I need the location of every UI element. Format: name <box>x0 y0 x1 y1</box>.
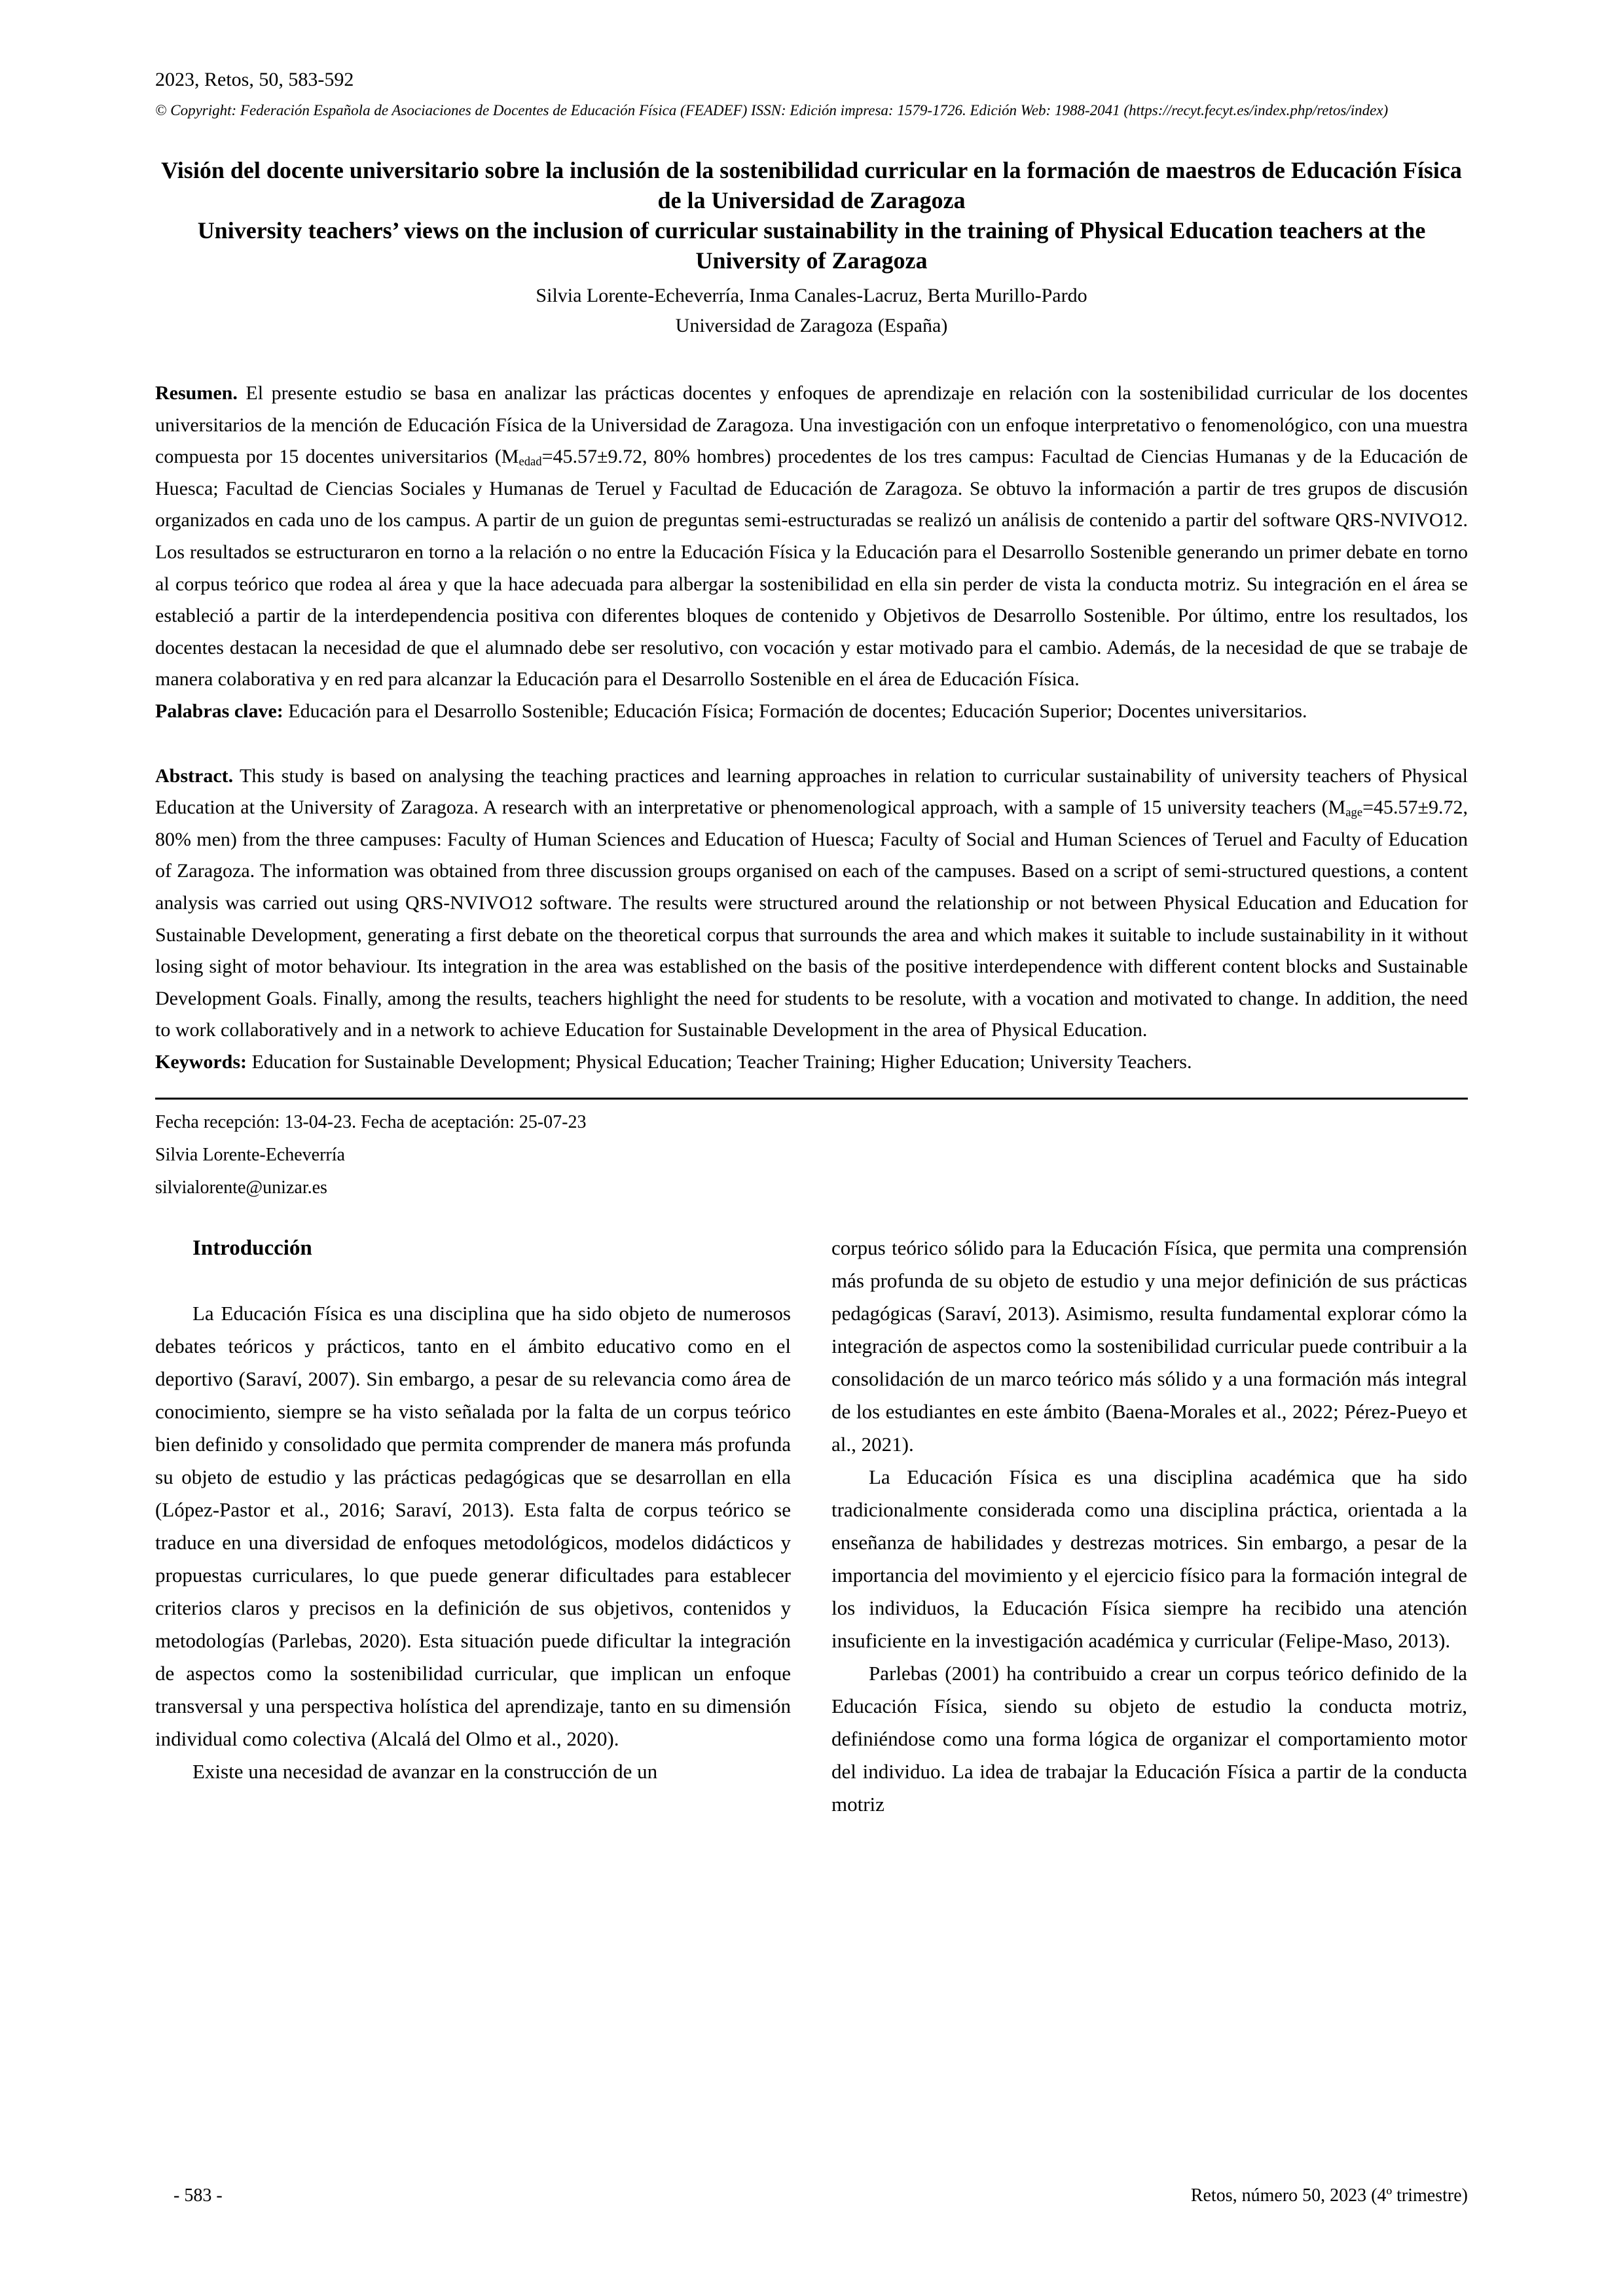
footer-journal-line: Retos, número 50, 2023 (4º trimestre) <box>1190 2185 1468 2206</box>
affiliation-line: Universidad de Zaragoza (España) <box>675 315 948 336</box>
reception-dates: Fecha recepción: 13-04-23. Fecha de aceptación: 25-07-23 <box>155 1112 587 1133</box>
copyright-line: © Copyright: Federación Española de Asociaciones de Docentes de Educación Física (FEADEF) ISSN: Edición impresa: 1579-1726. Edición Web: 1988-2041 (https://recyt.fecyt.es/index.php/retos/index) <box>155 102 1389 118</box>
authors-line: Silvia Lorente-Echeverría, Inma Canales-Lacruz, Berta Murillo-Pardo <box>536 285 1087 306</box>
corresponding-author-email: silvialorente@unizar.es <box>155 1177 327 1198</box>
resumen-m-subscript: edad <box>519 455 542 469</box>
palabras-clave-line <box>155 696 1468 728</box>
left-column <box>155 1232 791 1821</box>
abstract-m-subscript: age <box>1345 806 1363 820</box>
keywords-text: Education for Sustainable Development; Physical Education; Teacher Training; Higher Education; University Teachers. <box>246 1050 1192 1073</box>
journal-citation: 2023, Retos, 50, 583-592 <box>155 69 354 90</box>
abstract-label: Abstract. <box>155 764 234 787</box>
resumen-paragraph <box>155 378 1468 696</box>
palabras-clave-label: Palabras clave: <box>155 700 283 722</box>
introduction-heading: Introducción <box>192 1236 312 1261</box>
resumen-text-part2: =45.57±9.72, 80% hombres) procedentes de los tres campus: Facultad de Ciencias Humanas y de la Educación de Huesca; Facultad de Ciencias Sociales y Humanas de Teruel y Facultad de Educación de Zaragoza. Se obtuvo la información a partir de tres grupos de discusión organizados en cada uno de los campus. A partir de un guion de preguntas semi-estructuradas se realizó un análisis de contenido a partir del software QRS-NVIVO12. Los resultados se estructuraron en torno a la relación o no entre la Educación Física y la Educación para el Desarrollo Sostenible generando un primer debate en torno al corpus teórico que rodea al área y que la hace adecuada para albergar la sostenibilidad en ella sin perder de vista la conducta motriz. Su integración en el área se estableció a partir de la interdependencia positiva con diferentes bloques de contenido y Objetivos de Desarrollo Sostenible. Por último, entre los resultados, los docentes destacan la necesidad de que el alumnado debe ser resolutivo, con vocación y estar motivado para el cambio. Además, de la necesidad de que se trabaje de manera colaborativa y en red para alcanzar la Educación para el Desarrollo Sostenible en el área de Educación Física. <box>155 446 1468 691</box>
intro-paragraph: La Educación Física es una disciplina académica que ha sido tradicionalmente considerada como una disciplina práctica, orientada a la enseñanza de habilidades y destrezas motrices. Sin embargo, a pesar de la importancia del movimiento y el ejercicio físico para la formación integral de los individuos, la Educación Física siempre ha recibido una atención insuficiente en la investigación académica y curricular (Felipe-Maso, 2013). <box>831 1465 1467 1653</box>
abstract-text-part2: =45.57±9.72, 80% men) from the three campuses: Faculty of Human Sciences and Education of Huesca; Faculty of Social and Human Sciences of Teruel and Faculty of Education of Zaragoza. The information was obtained from three discussion groups organised on each of the campuses. Based on a script of semi-structured questions, a content analysis was carried out using QRS-NVIVO12 software. The results were structured around the relationship or not between Physical Education and Education for Sustainable Development, generating a first debate on the theoretical corpus that surrounds the area and which makes it suitable to include sustainability in it without losing sight of motor behaviour. Its integration in the area was established on the basis of the positive interdependence with different content blocks and Sustainable Development Goals. Finally, among the results, teachers highlight the need for students to be resolute, with a vocation and motivated to change. In addition, the need to work collaboratively and in a network to achieve Education for Sustainable Development in the area of Physical Education. <box>155 797 1468 1041</box>
corresponding-author-name: Silvia Lorente-Echeverría <box>155 1145 345 1166</box>
intro-paragraph: La Educación Física es una disciplina que ha sido objeto de numerosos debates teóricos y prácticos, tanto en el ámbito educativo como en el deportivo (Saraví, 2007). Sin embargo, a pesar de su relevancia como área de conocimiento, siempre se ha visto señalada por la falta de un corpus teórico bien definido y consolidado que permita comprender de manera más profunda su objeto de estudio y las prácticas pedagógicas que se desarrollan en ella (López-Pastor et al., 2016; Saraví, 2013). Esta falta de corpus teórico se traduce en una diversidad de enfoques metodológicos, modelos didácticos y propuestas curriculares, lo que puede generar dificultades para establecer criterios claros y precisos en la definición de sus objetivos, contenidos y metodologías (Parlebas, 2020). Esta situación puede dificultar la integración de aspectos como la sostenibilidad curricular, que implican un enfoque transversal y una perspectiva holística del aprendizaje, tanto en su dimensión individual como colectiva (Alcalá del Olmo et al., 2020). <box>155 1302 791 1751</box>
intro-paragraph: Existe una necesidad de avanzar en la construcción de un <box>192 1760 658 1784</box>
page-footer <box>155 2185 1468 2207</box>
keywords-line <box>155 1047 1468 1079</box>
introduction-columns <box>155 1232 1468 1821</box>
palabras-clave-text: Educación para el Desarrollo Sostenible; Educación Física; Formación de docentes; Educación Superior; Docentes universitarios. <box>283 700 1307 722</box>
reception-divider-rule <box>155 1098 1468 1100</box>
abstract-text-part1: This study is based on analysing the teaching practices and learning approaches in relation to curricular sustainability of university teachers of Physical Education at the University of Zaragoza. A research with an interpretative or phenomenological approach, with a sample of 15 university teachers (M <box>155 764 1468 819</box>
page-number: - 583 - <box>173 2185 223 2206</box>
resumen-text-part1: El presente estudio se basa en analizar las prácticas docentes y enfoques de aprendizaje en relación con la sostenibilidad curricular de los docentes universitarios de la mención de Educación Física de la Universidad de Zaragoza. Una investigación con un enfoque interpretativo o fenomenológico, con una muestra compuesta por 15 docentes universitarios (M <box>155 382 1468 468</box>
abstract-paragraph <box>155 761 1468 1047</box>
intro-paragraph-continuation: corpus teórico sólido para la Educación Física, que permita una comprensión más profunda de su objeto de estudio y una mejor definición de sus prácticas pedagógicas (Saraví, 2013). Asimismo, resulta fundamental explorar cómo la integración de aspectos como la sostenibilidad curricular puede contribuir a la consolidación de un marco teórico más sólido y a una formación más integral de los estudiantes en este ámbito (Baena-Morales et al., 2022; Pérez-Pueyo et al., 2021). <box>831 1236 1467 1456</box>
article-title-spanish: Visión del docente universitario sobre la inclusión de la sostenibilidad curricular en la formación de maestros de Educación Física de la Universidad de Zaragoza <box>161 157 1462 213</box>
article-title-english: University teachers’ views on the inclusion of curricular sustainability in the training of Physical Education teachers at the University of Zaragoza <box>197 217 1426 274</box>
right-column <box>831 1232 1467 1821</box>
intro-paragraph: Parlebas (2001) ha contribuido a crear un corpus teórico definido de la Educación Física, siendo su objeto de estudio la conducta motriz, definiéndose como una forma lógica de organizar el comportamiento motor del individuo. La idea de trabajar la Educación Física a partir de la conducta motriz <box>831 1662 1467 1816</box>
title-block <box>155 155 1468 276</box>
keywords-label: Keywords: <box>155 1050 247 1073</box>
resumen-label: Resumen. <box>155 382 238 404</box>
reception-block <box>155 1106 1468 1204</box>
